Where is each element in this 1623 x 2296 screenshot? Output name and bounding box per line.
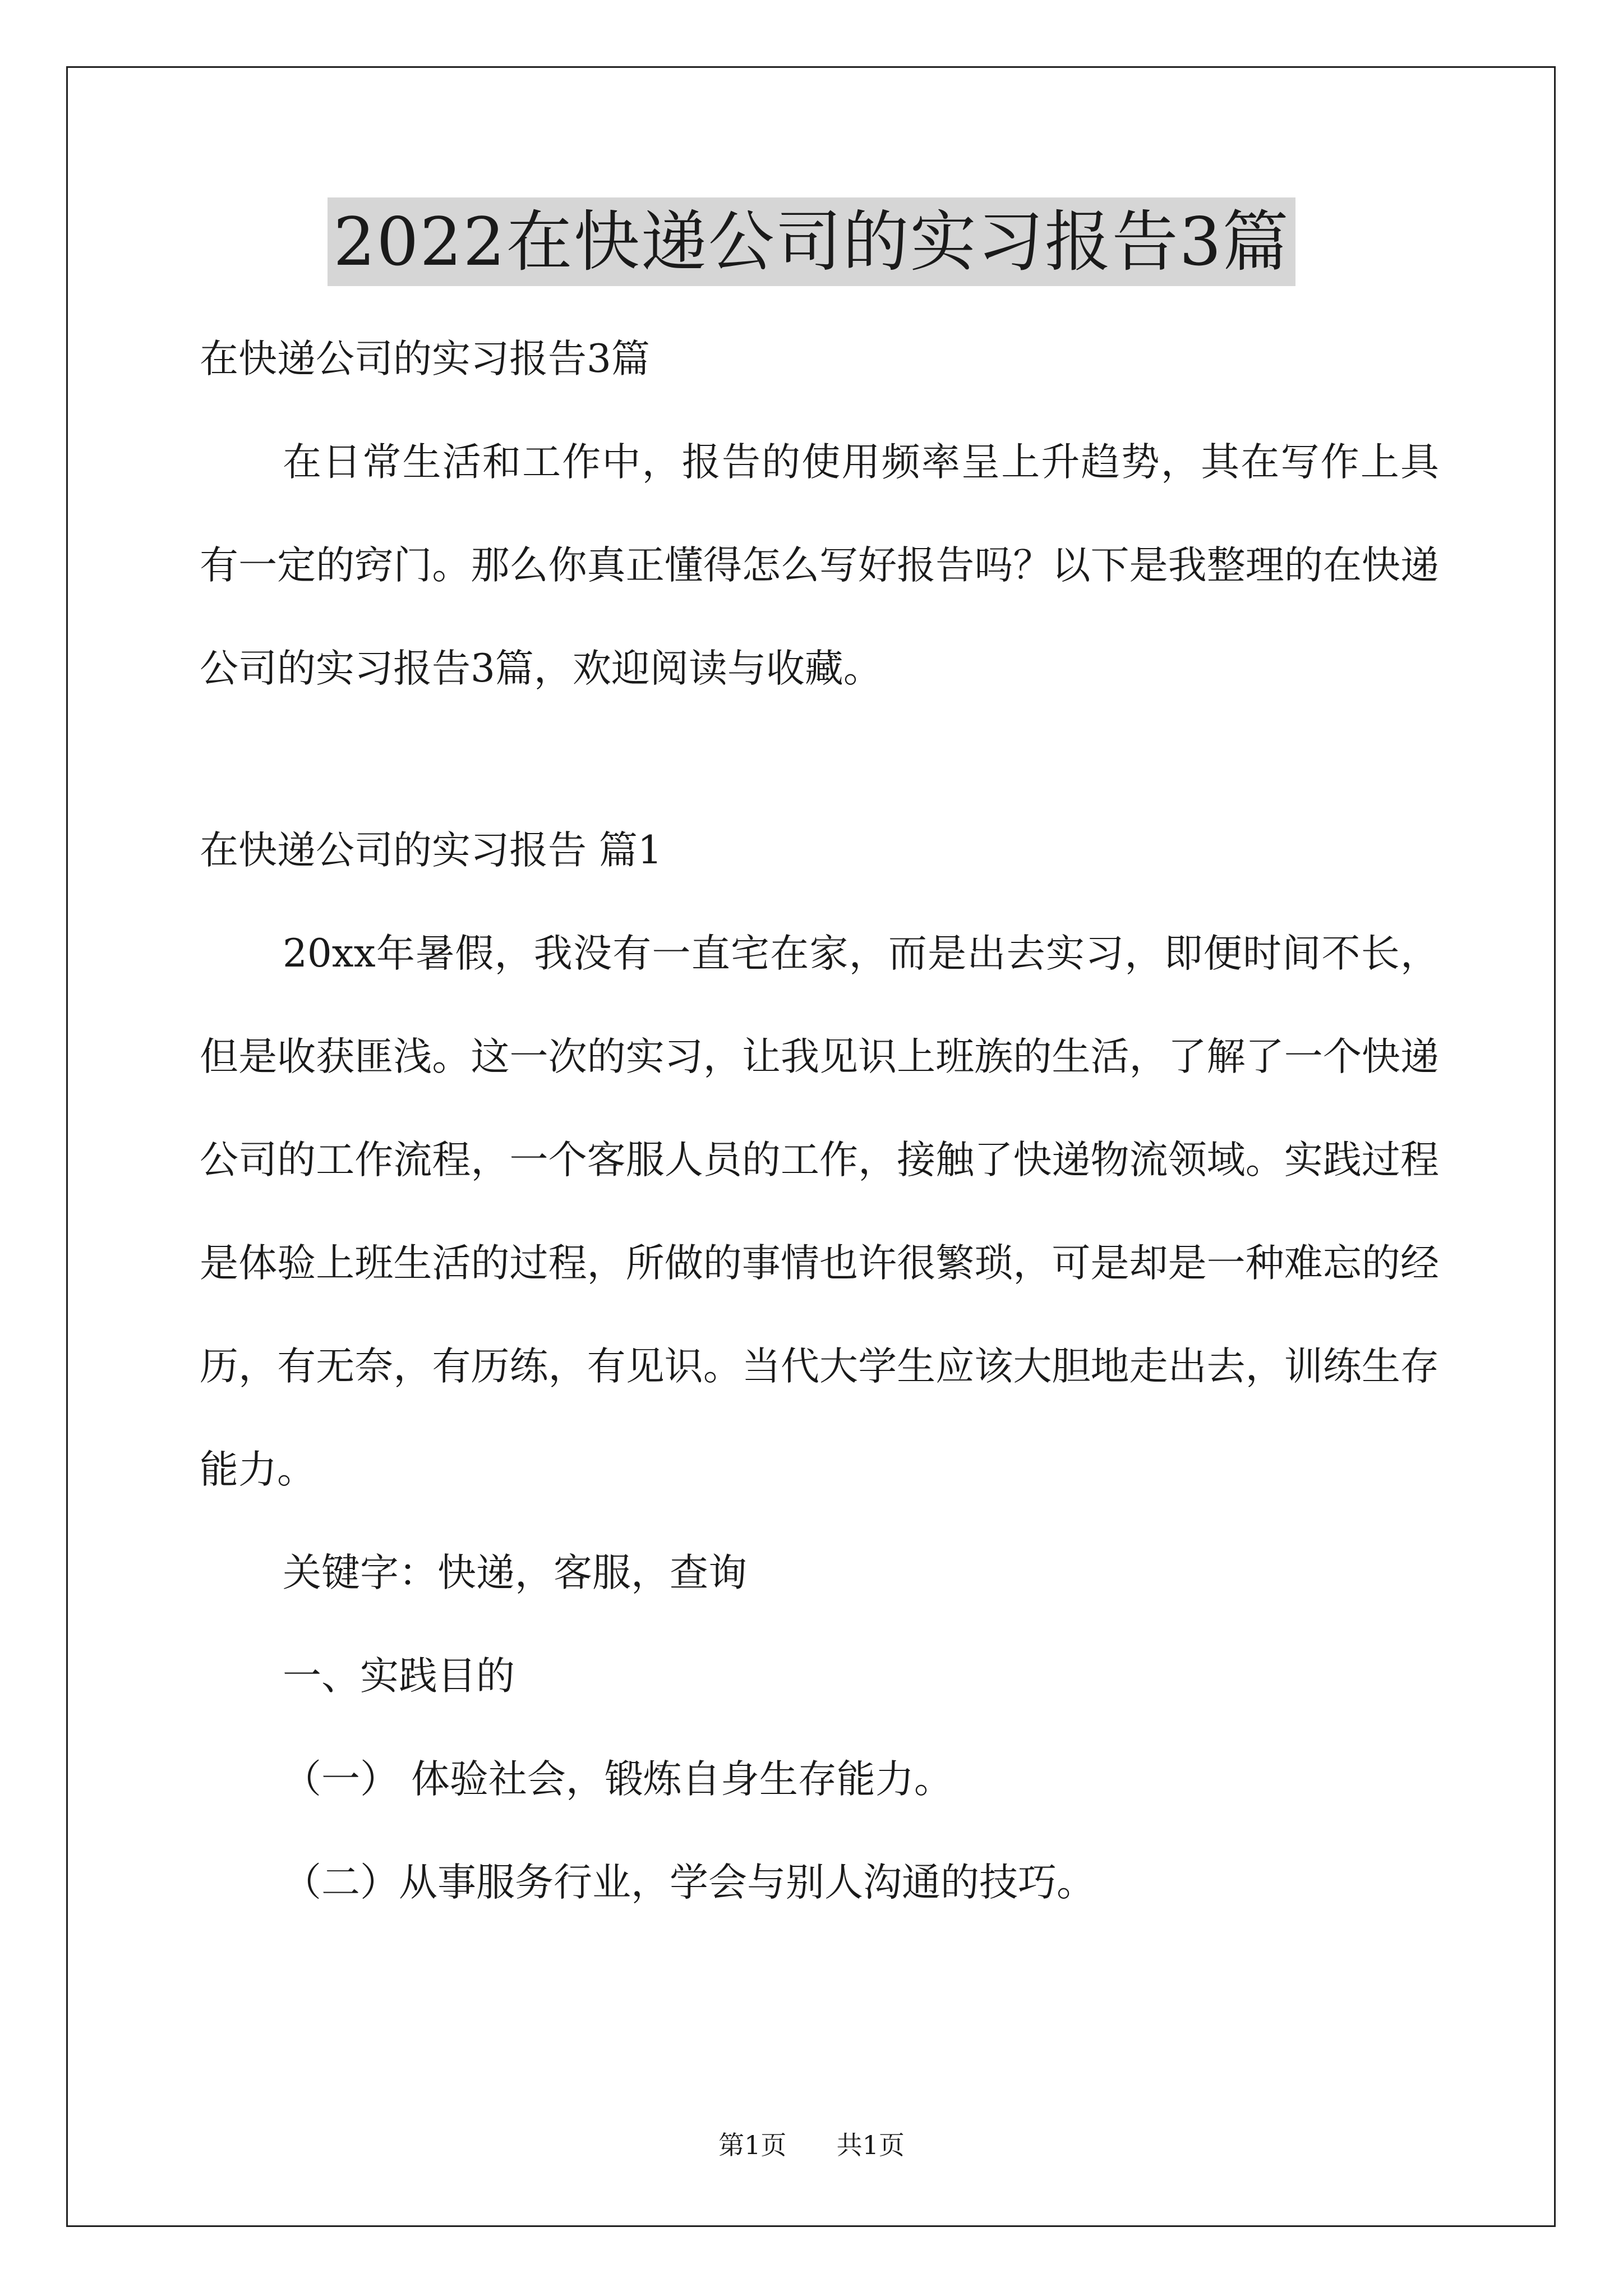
section-gap <box>200 720 1439 799</box>
section-body-paragraph: 20xx年暑假，我没有一直宅在家，而是出去实习，即便时间不长，但是收获匪浅。这一次的实习，让我见识上班族的生活，了解了一个快递公司的工作流程，一个客服人员的工作，接触了快递物流领域。实践过程是体验上班生活的过程，所做的事情也许很繁琐，可是却是一种难忘的经历，有无奈，有历练，有见识。当代大学生应该大胆地走出去，训练生存能力。 <box>200 931 1439 1492</box>
keywords-line: 关键字：快递，客服，查询 <box>283 1550 747 1595</box>
purpose-heading: 一、实践目的 <box>283 1654 515 1699</box>
page-number-current: 第1页 <box>718 2130 787 2160</box>
document-body <box>200 307 1439 1934</box>
page-number-total: 共1页 <box>836 2130 905 2160</box>
section-heading: 在快递公司的实习报告 篇1 <box>200 828 662 873</box>
purpose-item-1: （一） 体验社会，锻炼自身生存能力。 <box>283 1757 953 1802</box>
document-title <box>0 197 1623 286</box>
page-footer <box>0 2128 1623 2162</box>
document-title-text: 2022在快递公司的实习报告3篇 <box>328 197 1295 286</box>
intro-paragraph: 在日常生活和工作中，报告的使用频率呈上升趋势，其在写作上具有一定的窍门。那么你真正懂得怎么写好报告吗？以下是我整理的在快递公司的实习报告3篇，欢迎阅读与收藏。 <box>200 440 1439 691</box>
purpose-item-2: （二）从事服务行业，学会与别人沟通的技巧。 <box>283 1860 1095 1905</box>
document-subtitle: 在快递公司的实习报告3篇 <box>200 337 650 381</box>
